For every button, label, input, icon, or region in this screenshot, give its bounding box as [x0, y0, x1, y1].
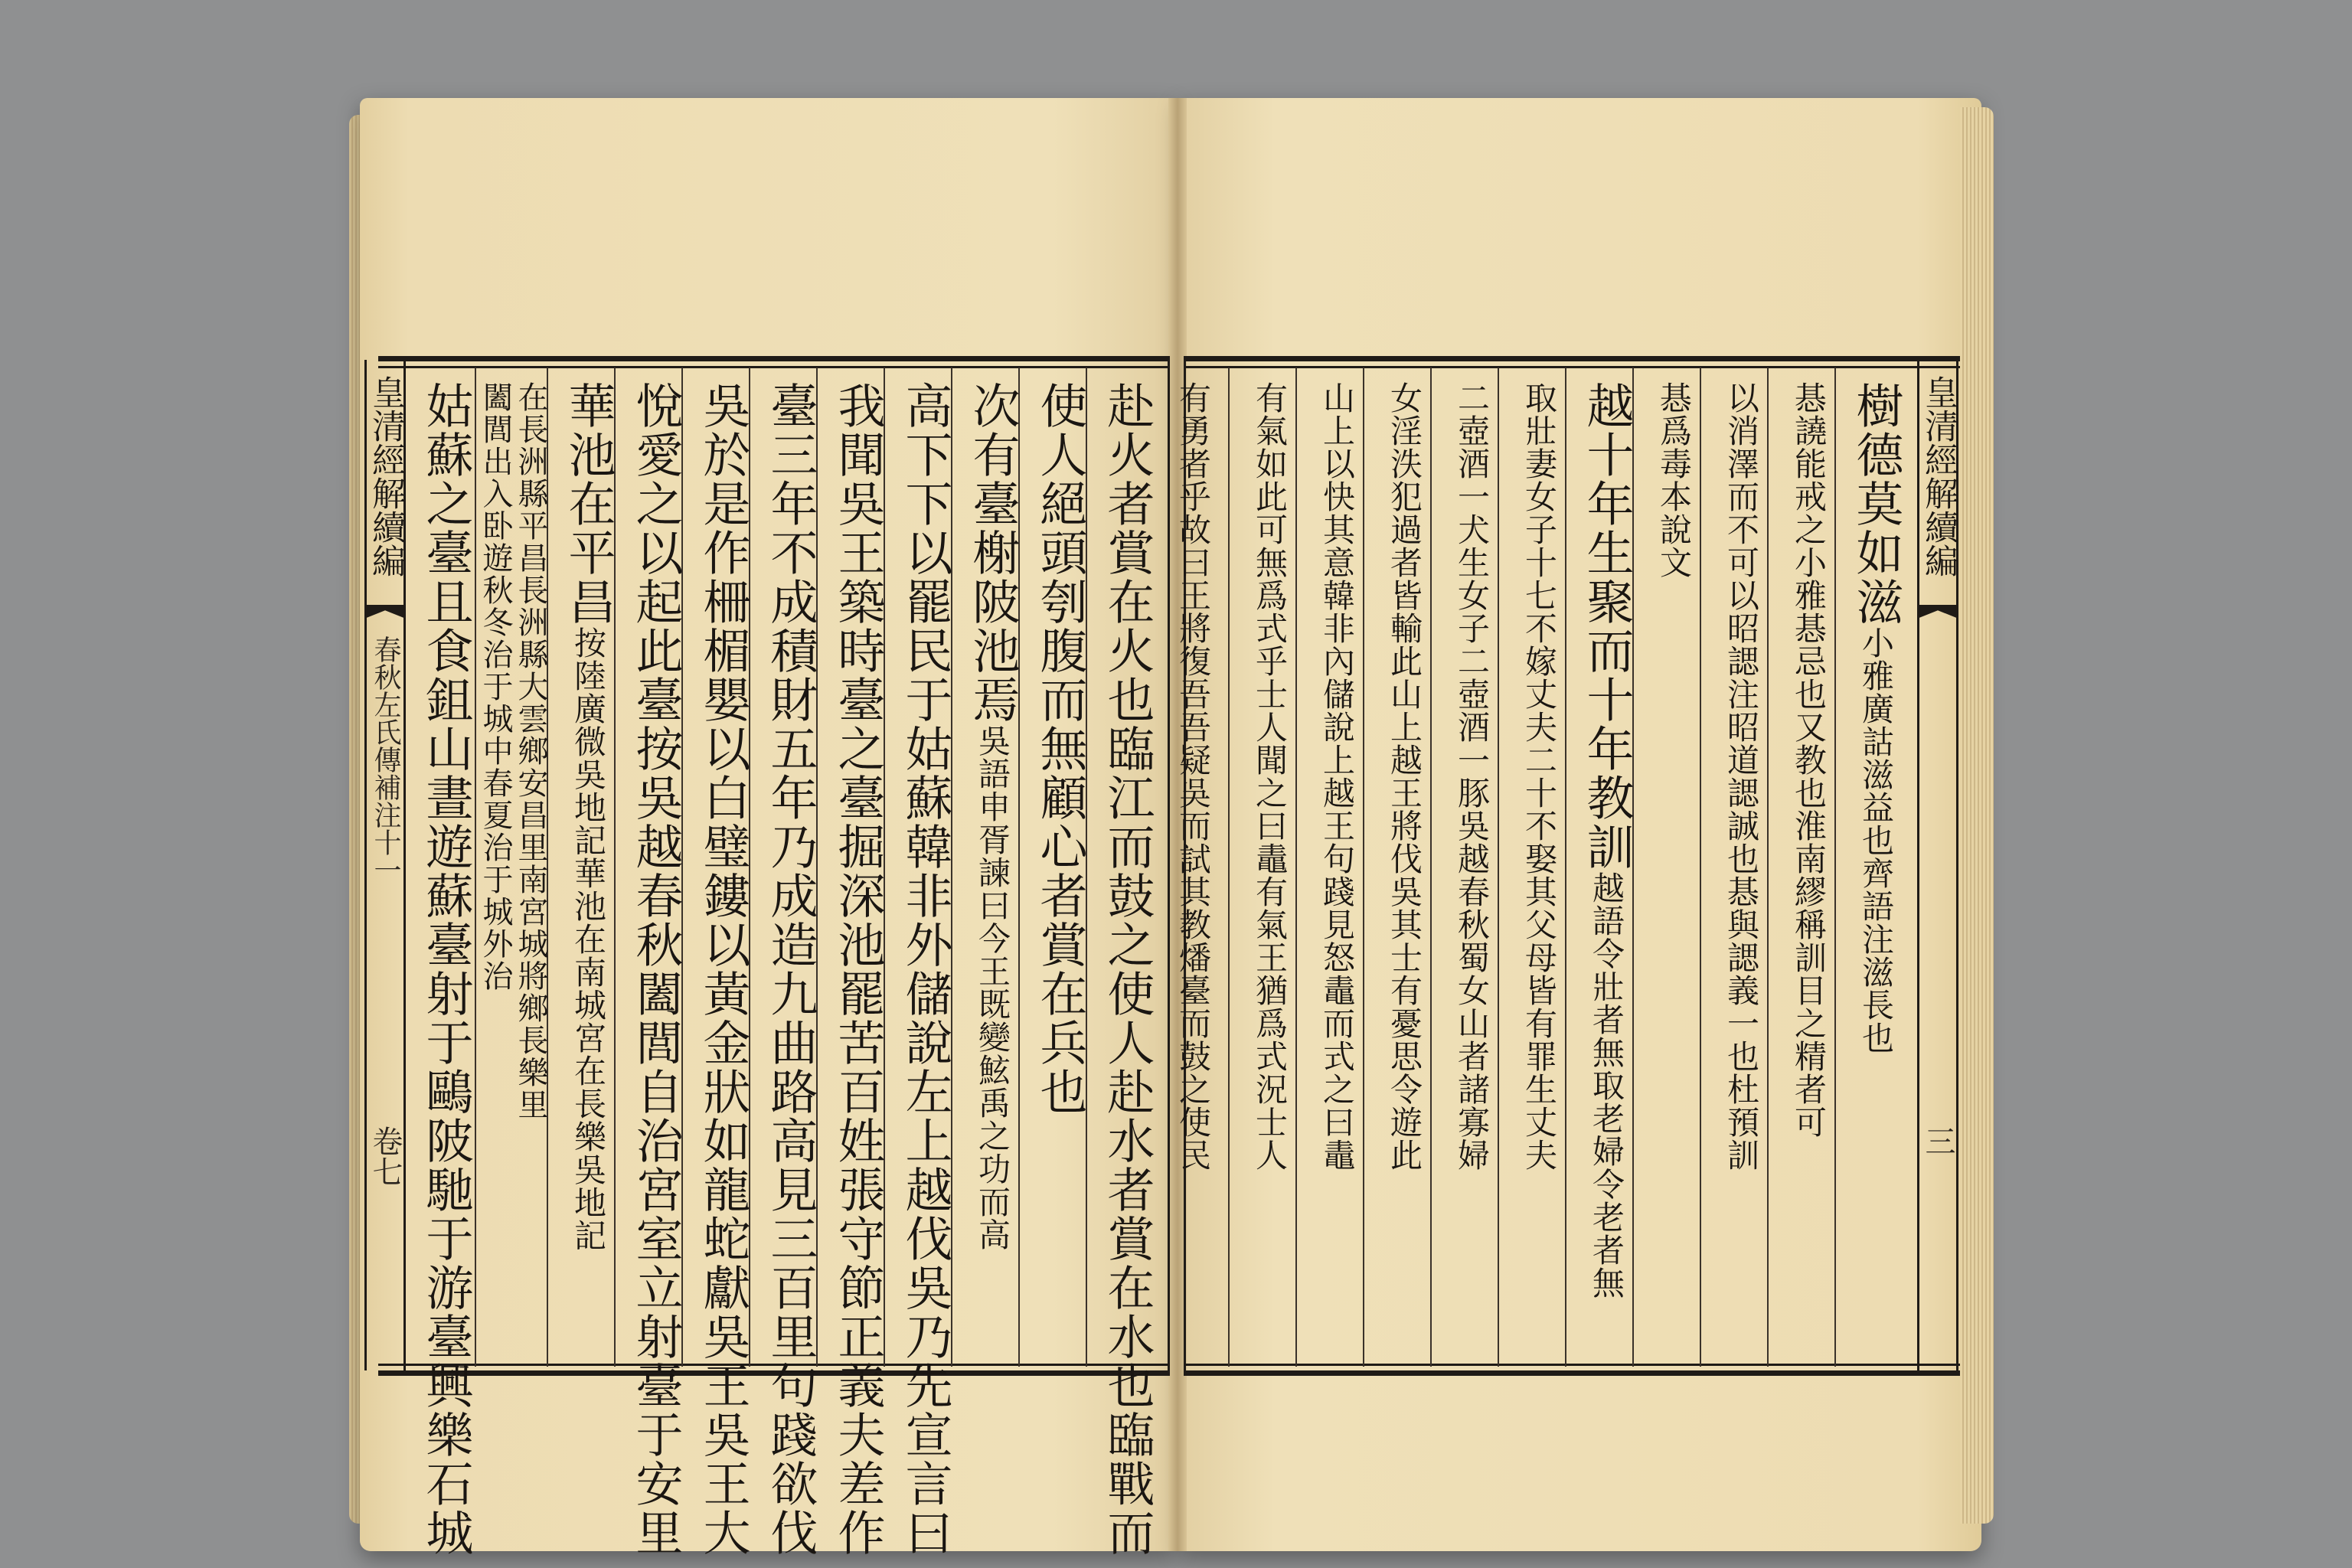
text-column: 山上以快其意韓非內儲說上越王句踐見怒鼃而式之曰鼃: [1318, 381, 1356, 1171]
text-column: 取壯妻女子十七不嫁丈夫二十不娶其父母皆有罪生丈夫: [1521, 381, 1558, 1171]
text-column: 使人絕頭刳腹而無顧心者賞在兵也: [1032, 381, 1088, 1116]
right-folio-number: 三: [1920, 1125, 1955, 1156]
text-column: 二壺酒一犬生女子二壺酒一豚吳越春秋蜀女山者諸寡婦: [1453, 381, 1491, 1171]
text-column: 高下下以罷民于姑蘇韓非外儲說左上越伐吳乃先宣言曰: [897, 381, 953, 1557]
text-column: 赴火者賞在火也臨江而鼓之使人赴水者賞在水也臨戰而: [1099, 381, 1155, 1557]
text-column: 惎爲毒本說文: [1655, 381, 1693, 579]
text-column: 樹德莫如滋小雅廣詁滋益也齊語注滋長也: [1848, 381, 1904, 1054]
text-column: 次有臺榭陂池焉吳語申胥諫曰今王既變鮌禹之功而高: [965, 381, 1021, 1251]
text-column: 姑蘇之臺且食鉏山晝遊蘇臺射于鷗陂馳于游臺興樂石城: [418, 381, 474, 1557]
right-banxin: [1917, 360, 1958, 1370]
text-column: 以消澤而不可以昭諰注昭道諰誠也惎與諰義一也杜預訓: [1723, 381, 1760, 1171]
fish-tail-mark: [1917, 605, 1958, 619]
right-banxin-title: 皇清經解續編: [1919, 375, 1958, 577]
text-column: 惎譊能戒之小雅惎忌也又教也淮南繆稱訓目之精者可: [1790, 381, 1828, 1138]
text-column: 女淫泆犯過者皆輸此山上越王將伐吳其士有憂思令遊此: [1386, 381, 1423, 1171]
text-column: 吳於是作柵楣嬰以白璧鏤以黃金狀如龍蛇獻吳王吳王大: [695, 381, 751, 1557]
left-banxin-subtitle: 春秋左氏傳補注十一: [370, 635, 401, 884]
commentary: 按陸廣微吳地記華池在南城宮在長樂吳地記: [570, 626, 607, 1252]
right-page-edge: [1960, 107, 1994, 1524]
text-column: 悅愛之以起此臺按吳越春秋闔閭自治宮室立射臺于安里: [628, 381, 684, 1557]
text-column: 有氣如此可無爲式乎士人聞之曰鼃有氣王猶爲式況士人: [1251, 381, 1289, 1171]
fish-tail-mark: [364, 605, 406, 619]
left-banxin-title: 皇清經解續編: [366, 375, 405, 577]
commentary: 越語令壯者無取老婦令老者無: [1588, 871, 1625, 1299]
text-column: 闔閭出入卧遊秋冬治于城中春夏治于城外治: [478, 381, 513, 992]
left-folio-number: 卷七: [368, 1125, 403, 1187]
text-column: 我聞吳王築時臺之臺掘深池罷苦百姓張守節正義夫差作: [830, 381, 886, 1557]
commentary: 吳語申胥諫曰今王既變鮌禹之功而高: [974, 724, 1011, 1251]
text-column: 越十年生聚而十年教訓越語令壯者無取老婦令老者無: [1579, 381, 1635, 1299]
commentary: 小雅廣詁滋益也齊語注滋長也: [1857, 626, 1895, 1054]
text-column: 在長洲縣平昌長洲縣大雲鄉安昌里南宮城將鄉長樂里: [513, 381, 548, 1121]
left-banxin: [364, 360, 406, 1370]
text-column: 有勇者乎故曰王將復吾吾疑吳而試其教燔臺而鼓之使民: [1174, 381, 1212, 1171]
text-column: 臺三年不成積財五年乃成造九曲路高見三百里句踐欲伐: [763, 381, 818, 1557]
text-column: 華池在平昌按陸廣微吳地記華池在南城宮在長樂吳地記: [560, 381, 616, 1252]
